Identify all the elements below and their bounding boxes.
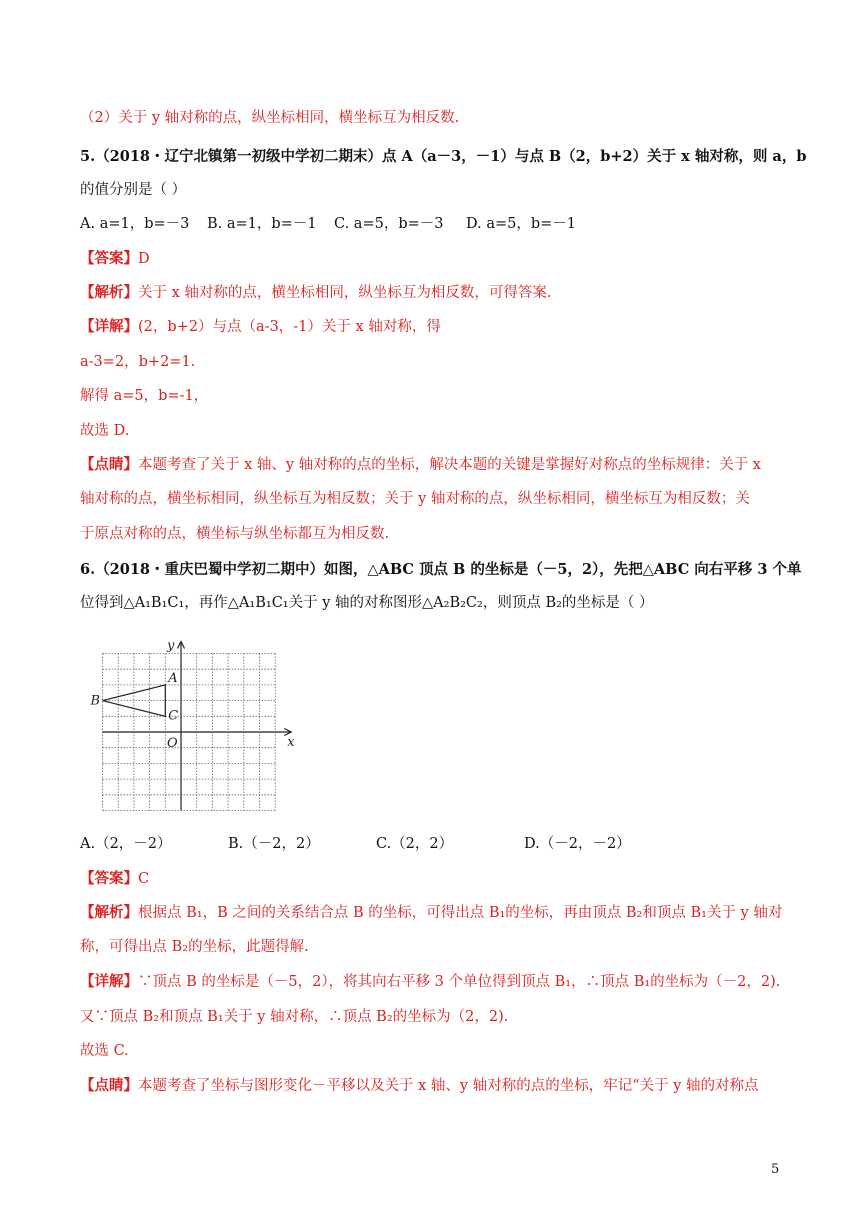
answer-tag: 【答案】 [80, 250, 138, 267]
detail-text: ∵顶点 B 的坐标是（－5，2），将其向右平移 3 个单位得到顶点 B₁，∴顶点 B₁的坐标为（－2，2). [138, 974, 781, 990]
origin-label: O [167, 736, 178, 751]
analysis-tag: 【解析】 [80, 904, 138, 921]
q6-option-a: A.（2，－2） [80, 836, 172, 852]
comment-5-l2: 轴对称的点，横坐标相同，纵坐标互为相反数；关于 y 轴对称的点，纵坐标相同，横坐标互为相反数；关 [80, 491, 750, 507]
q5-option-c: C. a=5，b=－3 [334, 216, 444, 232]
detail-6 [80, 972, 780, 992]
question-5-stem-cont: 的值分别是（ ） [80, 182, 187, 198]
q5-option-a: A. a=1，b=－3 [80, 216, 190, 232]
q6-option-c: C.（2，2） [376, 836, 454, 852]
detail-tag: 【详解】 [80, 973, 138, 990]
x-axis-label: x [287, 735, 295, 750]
analysis-text: 关于 x 轴对称的点，横坐标相同，纵坐标互为相反数，可得答案. [138, 285, 552, 301]
detail-5-solve: 解得 a=5，b=-1， [80, 388, 209, 404]
comment-6 [80, 1076, 759, 1096]
comment-text: 本题考查了坐标与图形变化－平移以及关于 x 轴、y 轴对称的点的坐标，牢记“关于 y 轴的对称点 [138, 1078, 759, 1094]
analysis-text: 根据点 B₁，B 之间的关系结合点 B 的坐标，可得出点 B₁的坐标，再由顶点 B₂和顶点 B₁关于 y 轴对 [138, 905, 783, 921]
detail-5-choose: 故选 D. [80, 423, 130, 439]
q6-option-d: D.（－2，－2） [524, 836, 631, 852]
q6-option-b: B.（－2，2） [228, 836, 320, 852]
detail-6-l2: 又∵顶点 B₂和顶点 B₁关于 y 轴对称，∴顶点 B₂的坐标为（2，2). [80, 1009, 509, 1025]
detail-5-eq: a-3=2，b+2=1. [80, 354, 196, 370]
question-5-stem: 5.（2018・辽宁北镇第一初级中学初二期末）点 A（a－3，－1）与点 B（2，b+2）关于 x 轴对称，则 a，b [80, 148, 807, 165]
answer-tag: 【答案】 [80, 870, 138, 887]
analysis-6 [80, 903, 782, 923]
coordinate-grid-svg [76, 622, 306, 820]
question-6-stem-cont: 位得到△A₁B₁C₁，再作△A₁B₁C₁关于 y 轴的对称图形△A₂B₂C₂，则顶点 B₂的坐标是（ ） [80, 595, 654, 611]
answer-value: D [138, 251, 150, 267]
text-line: （2）关于 y 轴对称的点，纵坐标相同，横坐标互为相反数. [80, 110, 460, 126]
answer-5 [80, 249, 150, 269]
detail-5 [80, 317, 441, 337]
y-axis-label: y [167, 638, 175, 654]
answer-value: C [138, 871, 150, 887]
comment-5-l3: 于原点对称的点，横坐标与纵坐标都互为相反数. [80, 526, 390, 542]
comment-tag: 【点睛】 [80, 456, 138, 473]
detail-6-choose: 故选 C. [80, 1043, 129, 1059]
detail-text: (2，b+2）与点（a-3，-1）关于 x 轴对称，得 [138, 319, 441, 335]
detail-tag: 【详解】 [80, 318, 138, 335]
analysis-5 [80, 283, 552, 303]
analysis-tag: 【解析】 [80, 284, 138, 301]
question-6-stem: 6.（2018・重庆巴蜀中学初二期中）如图，△ABC 顶点 B 的坐标是（－5，2），先把△ABC 向右平移 3 个单 [80, 561, 802, 578]
q5-option-b: B. a=1，b=－1 [207, 216, 317, 232]
comment-tag: 【点睛】 [80, 1077, 138, 1094]
q5-option-d: D. a=5，b=－1 [466, 216, 577, 232]
point-c-label: C [168, 708, 179, 724]
analysis-6-l2: 称，可得出点 B₂的坐标，此题得解. [80, 939, 309, 955]
point-b-label: B [90, 693, 101, 709]
page-number: 5 [771, 1162, 780, 1177]
answer-6 [80, 869, 149, 889]
comment-5 [80, 455, 761, 475]
comment-text: 本题考查了关于 x 轴、y 轴对称的点的坐标，解决本题的关键是掌握好对称点的坐标规律：关于 x [138, 457, 761, 473]
coordinate-figure [76, 622, 306, 820]
point-a-label: A [168, 670, 178, 686]
